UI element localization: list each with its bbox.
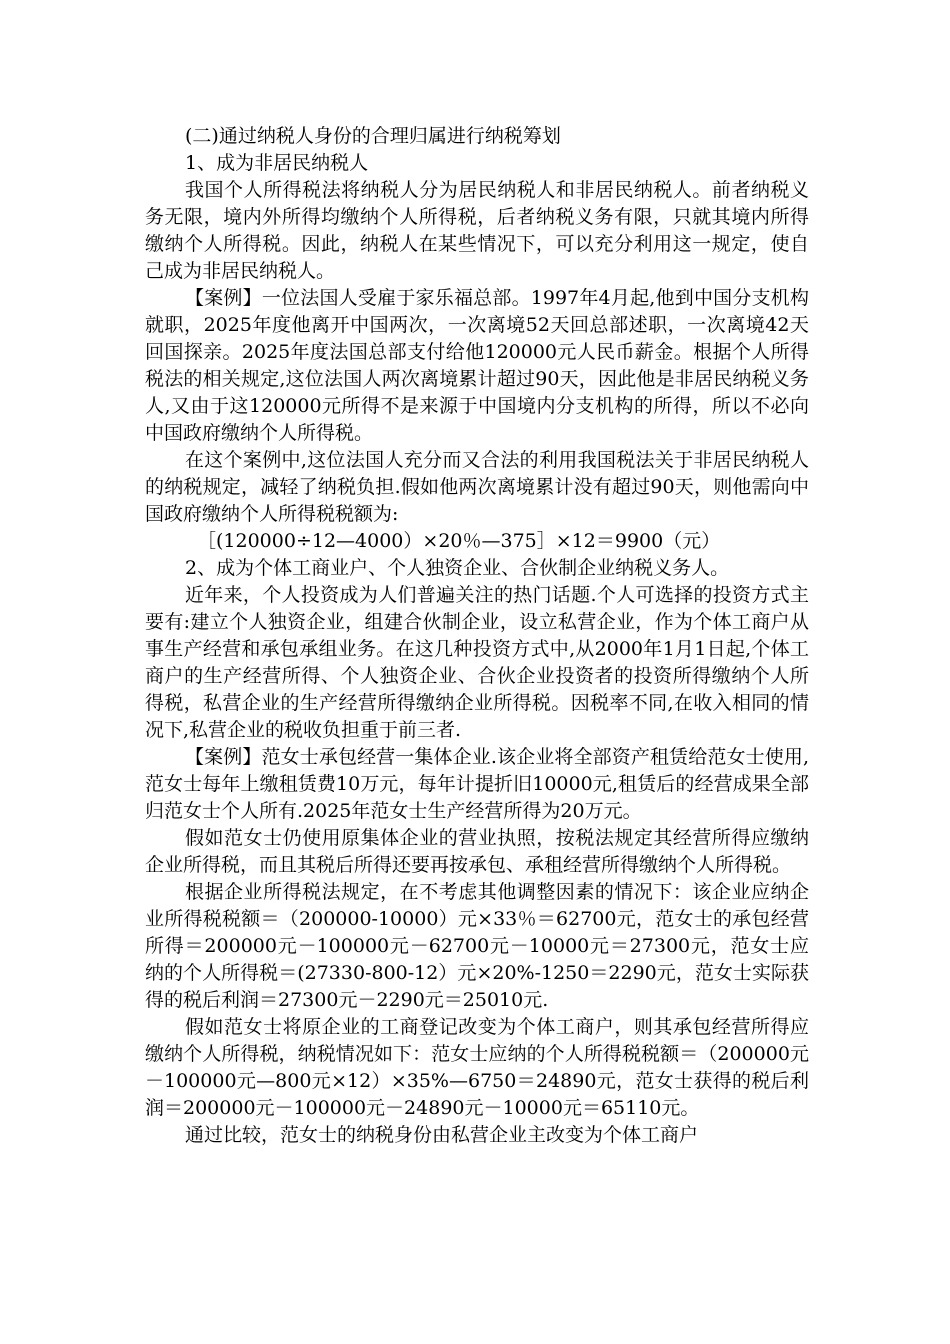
subsection-heading-non-resident: 1、成为非居民纳税人 bbox=[185, 152, 369, 174]
section-heading: (二)通过纳税人身份的合理归属进行纳税筹划 bbox=[185, 125, 561, 147]
body-paragraph: 假如范女士仍使用原集体企业的营业执照，按税法规定其经营所得应缴纳企业所得税，而且其税后所得还要再按承包、承租经营所得缴纳个人所得税。 bbox=[145, 827, 809, 876]
body-paragraph: 通过比较，范女士的纳税身份由私营企业主改变为个体工商户 bbox=[185, 1124, 699, 1146]
tax-formula: ［(120000÷12—4000）×20％—375］×12＝9900（元） bbox=[197, 530, 721, 552]
calculation-paragraph: 假如范女士将原企业的工商登记改变为个体工商户，则其承包经营所得应缴纳个人所得税，纳税情况如下：范女士应纳的个人所得税税额＝（200000元－100000元—800元×12）×35%—6750＝24890元，范女士获得的税后利润＝200000元－100000元－24890元－10000元＝65110元。 bbox=[145, 1016, 809, 1119]
case-paragraph: 【案例】一位法国人受雇于家乐福总部。1997年4月起,他到中国分支机构就职，2025年度他离开中国两次，一次离境52天回总部述职，一次离境42天回国探亲。2025年度法国总部支付给他120000元人民币薪金。根据个人所得税法的相关规定,这位法国人两次离境累计超过90天，因此他是非居民纳税义务人,又由于这120000元所得不是来源于中国境内分支机构的所得，所以不必向中国政府缴纳个人所得税。 bbox=[145, 287, 809, 444]
subsection-heading-business: 2、成为个体工商业户、个人独资企业、合伙制企业纳税义务人。 bbox=[185, 557, 730, 579]
body-paragraph: 我国个人所得税法将纳税人分为居民纳税人和非居民纳税人。前者纳税义务无限，境内外所得均缴纳个人所得税，后者纳税义务有限，只就其境内所得缴纳个人所得税。因此，纳税人在某些情况下，可以充分利用这一规定，使自己成为非居民纳税人。 bbox=[145, 179, 809, 282]
body-paragraph: 近年来，个人投资成为人们普遍关注的热门话题.个人可选择的投资方式主要有:建立个人独资企业，组建合伙制企业，设立私营企业，作为个体工商户从事生产经营和承包承组业务。在这几种投资方式中,从2000年1月1日起,个体工商户的生产经营所得、个人独资企业、合伙企业投资者的投资所得缴纳个人所得税，私营企业的生产经营所得缴纳企业所得税。因税率不同,在收入相同的情况下,私营企业的税收负担重于前三者. bbox=[145, 584, 809, 741]
case-paragraph: 【案例】范女士承包经营一集体企业.该企业将全部资产租赁给范女士使用,范女士每年上缴租赁费10万元，每年计提折旧10000元,租赁后的经营成果全部归范女士个人所有.2025年范女士生产经营所得为20万元。 bbox=[145, 746, 809, 822]
body-paragraph: 在这个案例中,这位法国人充分而又合法的利用我国税法关于非居民纳税人的纳税规定，减轻了纳税负担.假如他两次离境累计没有超过90天，则他需向中国政府缴纳个人所得税税额为: bbox=[145, 449, 809, 525]
calculation-paragraph: 根据企业所得税法规定，在不考虑其他调整因素的情况下：该企业应纳企业所得税税额＝（200000-10000）元×33％＝62700元，范女士的承包经营所得＝200000元－100000元－62700元－10000元＝27300元，范女士应纳的个人所得税＝(27330-800-12）元×20%-1250＝2290元，范女士实际获得的税后利润＝27300元－2290元＝25010元. bbox=[145, 881, 809, 1011]
document-page bbox=[145, 123, 809, 1149]
